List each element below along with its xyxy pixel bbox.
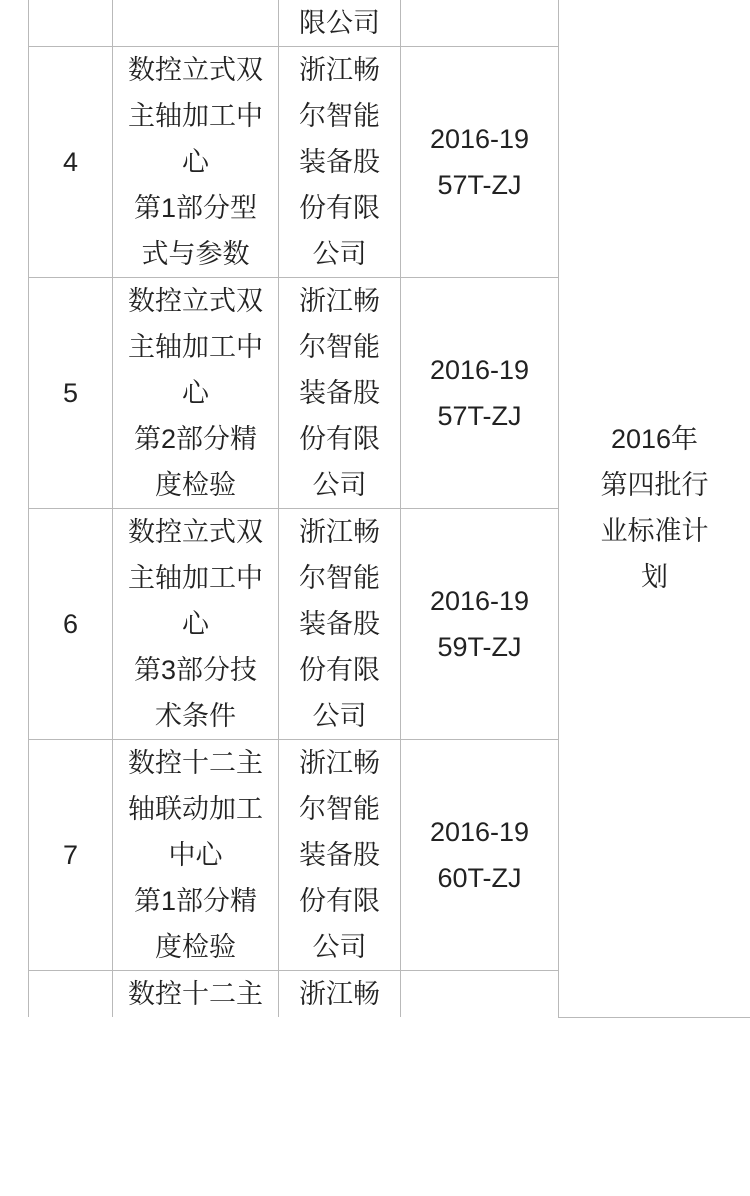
cell-drafting-org [279, 740, 401, 971]
text-line: 主轴加工中 [128, 332, 263, 362]
cell-serial-number: 7 [29, 740, 113, 971]
text-line: 度检验 [155, 470, 236, 500]
cell-standard-name [113, 509, 279, 740]
text-line: 公司 [312, 701, 367, 731]
text-line: 心 [182, 147, 209, 177]
text-line: 尔智能 [299, 794, 380, 824]
text-line: 2016-19 [429, 355, 530, 385]
text-line: 尔智能 [299, 563, 380, 593]
text-line: 第1部分精 [133, 886, 258, 916]
text-line: 57T-ZJ [437, 170, 522, 200]
text-line: 心 [182, 378, 209, 408]
text-line: 尔智能 [299, 332, 380, 362]
cell-plan-code [401, 278, 559, 509]
text-line: 心 [182, 609, 209, 639]
table-body [29, 0, 750, 1017]
cell-standard-name [113, 971, 279, 1018]
text-line: 业标准计 [600, 516, 709, 547]
standards-plan-table [28, 0, 750, 1018]
text-line: 轴联动加工 [128, 794, 263, 824]
text-line: 划 [641, 562, 668, 593]
text-line: 术条件 [155, 701, 236, 731]
text-line: 装备股 [299, 609, 380, 639]
text-line: 限公司 [299, 8, 380, 38]
text-line: 第2部分精 [133, 424, 258, 454]
text-line: 2016-19 [429, 817, 530, 847]
cell-plan-code [401, 509, 559, 740]
text-line: 浙江畅 [299, 517, 380, 547]
text-line: 尔智能 [299, 101, 380, 131]
cell-drafting-org [279, 278, 401, 509]
cell-plan-code [401, 0, 559, 47]
text-line: 第3部分技 [133, 655, 258, 685]
text-line: 浙江畅 [299, 748, 380, 778]
text-line: 式与参数 [141, 239, 250, 269]
text-line: 公司 [312, 239, 367, 269]
text-line: 59T-ZJ [437, 632, 522, 662]
text-line: 装备股 [299, 378, 380, 408]
text-line: 数控立式双 [128, 55, 263, 85]
cell-drafting-org [279, 971, 401, 1018]
cell-serial-number: 4 [29, 47, 113, 278]
cell-standard-name [113, 47, 279, 278]
text-line: 浙江畅 [299, 286, 380, 316]
cell-drafting-org [279, 509, 401, 740]
text-line: 数控立式双 [128, 286, 263, 316]
text-line: 度检验 [155, 932, 236, 962]
text-line: 浙江畅 [299, 979, 380, 1009]
text-line: 中心 [168, 840, 223, 870]
text-line: 主轴加工中 [128, 101, 263, 131]
cell-serial-number [29, 971, 113, 1018]
text-line: 2016-19 [429, 124, 530, 154]
table-row [29, 0, 750, 47]
cell-standard-name [113, 740, 279, 971]
text-line: 浙江畅 [299, 55, 380, 85]
text-line: 数控十二主 [128, 748, 263, 778]
cell-plan-batch [559, 0, 750, 1017]
cell-standard-name [113, 0, 279, 47]
text-line: 公司 [312, 470, 367, 500]
text-line: 第1部分型 [133, 193, 258, 223]
text-line: 60T-ZJ [437, 863, 522, 893]
text-line: 2016年 [610, 424, 699, 455]
text-line: 份有限 [299, 655, 380, 685]
text-line: 第四批行 [600, 470, 709, 501]
text-line: 装备股 [299, 840, 380, 870]
text-line: 57T-ZJ [437, 401, 522, 431]
cell-plan-code [401, 47, 559, 278]
text-line: 份有限 [299, 193, 380, 223]
text-line: 装备股 [299, 147, 380, 177]
text-line: 份有限 [299, 886, 380, 916]
cell-drafting-org [279, 0, 401, 47]
cell-serial-number: 6 [29, 509, 113, 740]
cell-standard-name [113, 278, 279, 509]
text-line: 数控立式双 [128, 517, 263, 547]
cell-plan-code [401, 971, 559, 1018]
cell-serial-number [29, 0, 113, 47]
text-line: 数控十二主 [128, 979, 263, 1009]
text-line: 主轴加工中 [128, 563, 263, 593]
cell-serial-number: 5 [29, 278, 113, 509]
cell-drafting-org [279, 47, 401, 278]
text-line: 2016-19 [429, 586, 530, 616]
text-line: 份有限 [299, 424, 380, 454]
cell-plan-code [401, 740, 559, 971]
text-line: 公司 [312, 932, 367, 962]
